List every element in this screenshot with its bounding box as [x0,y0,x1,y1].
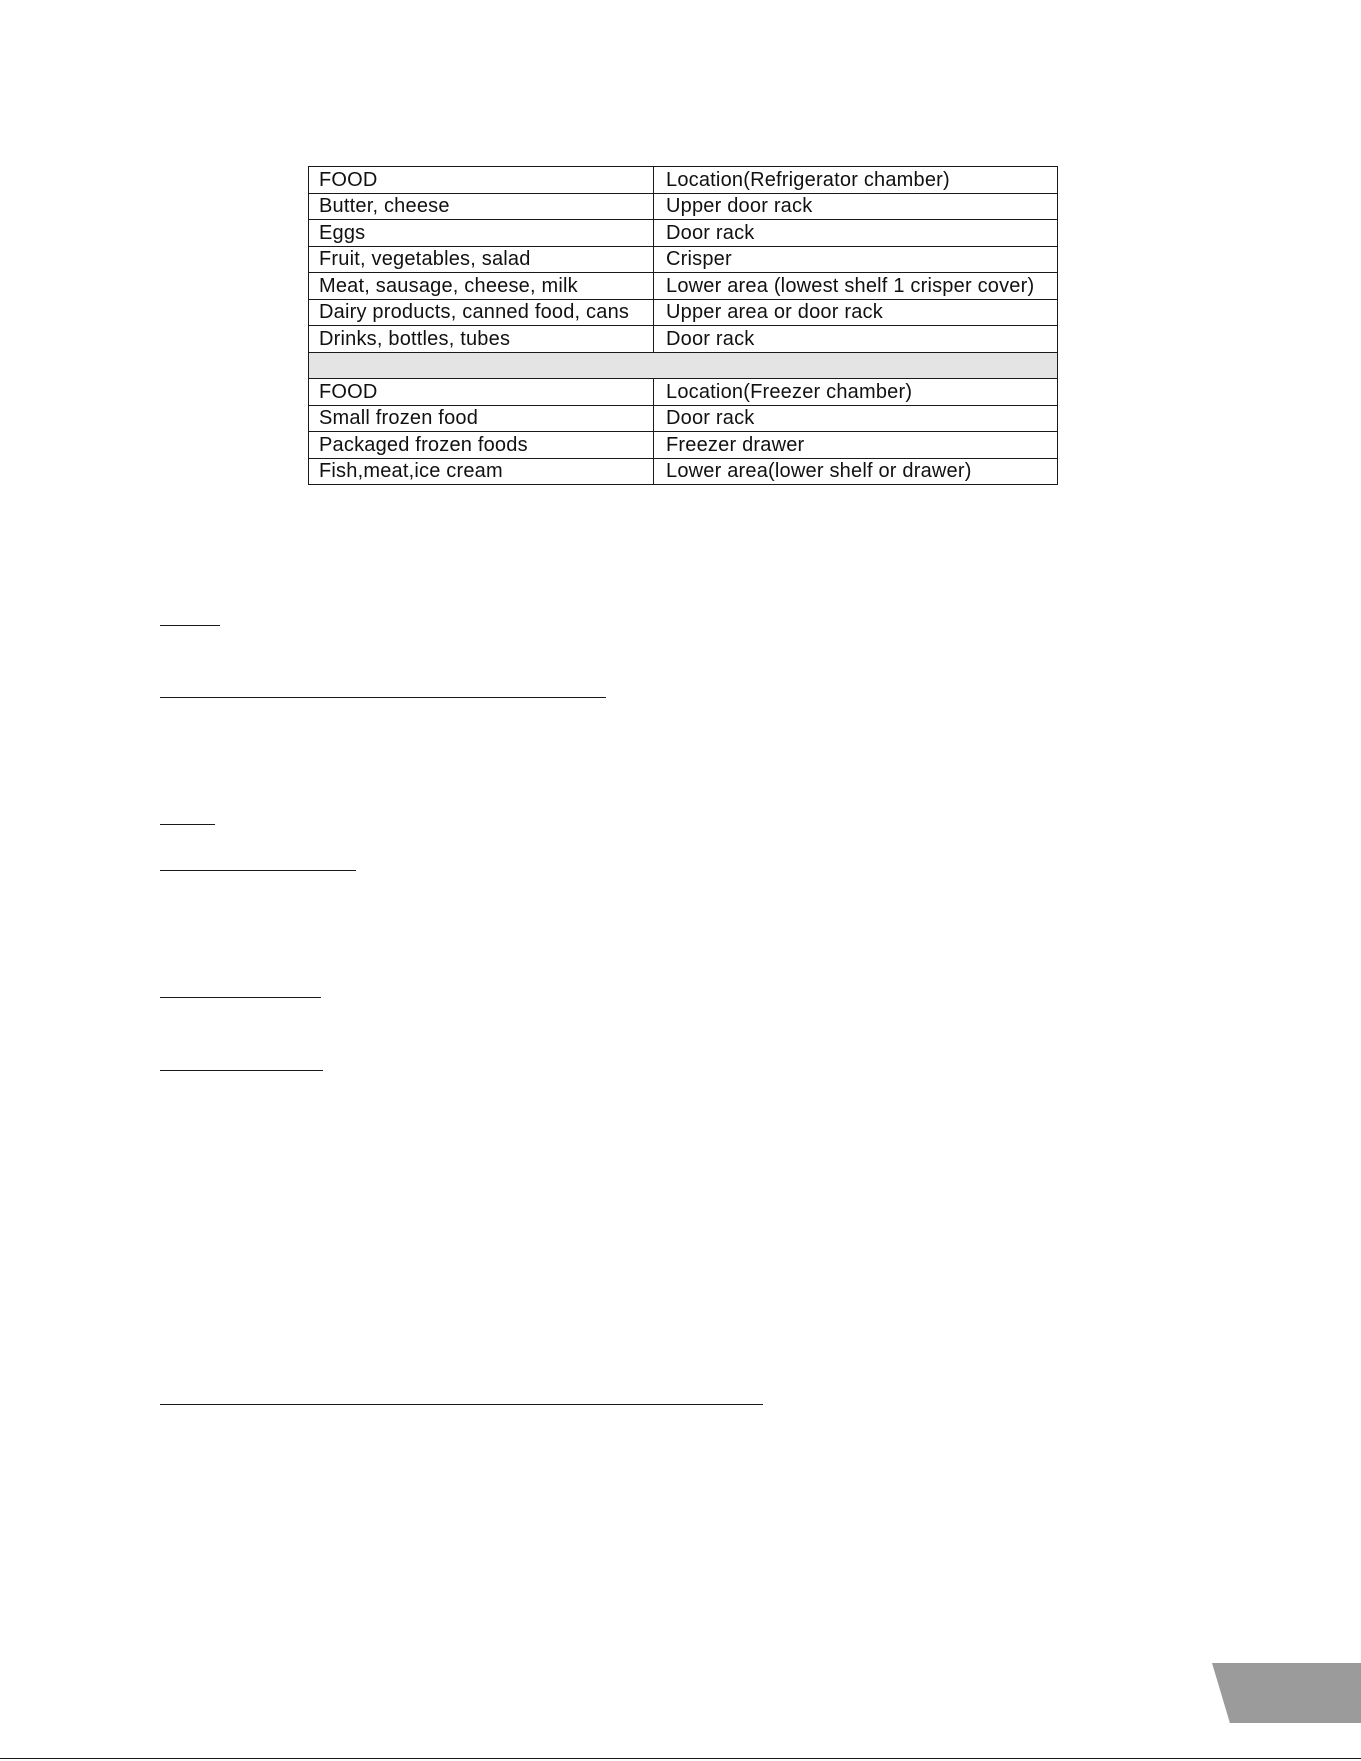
location-cell: Upper door rack [654,193,1058,220]
underline-rule [160,824,215,825]
food-cell: Drinks, bottles, tubes [309,326,654,353]
freezer-location-header: Location(Freezer chamber) [654,379,1058,406]
location-cell: Door rack [654,326,1058,353]
table-row [309,326,1058,353]
location-cell: Door rack [654,220,1058,247]
table-row [309,246,1058,273]
food-cell: Small frozen food [309,405,654,432]
location-cell: Lower area (lowest shelf 1 crisper cover) [654,273,1058,300]
underline-rule [160,625,220,626]
location-cell: Upper area or door rack [654,299,1058,326]
table-row [309,220,1058,247]
footer-rule [0,1758,1361,1759]
underline-rule [160,1070,323,1071]
table-row [309,405,1058,432]
food-cell: Eggs [309,220,654,247]
freezer-food-header: FOOD [309,379,654,406]
table-row [309,458,1058,485]
food-cell: Packaged frozen foods [309,432,654,459]
food-cell: Fruit, vegetables, salad [309,246,654,273]
freezer-header-row [309,379,1058,406]
food-cell: Fish,meat,ice cream [309,458,654,485]
location-cell: Freezer drawer [654,432,1058,459]
fridge-location-header: Location(Refrigerator chamber) [654,167,1058,194]
table-row [309,193,1058,220]
underline-rule [160,697,606,698]
table-row [309,299,1058,326]
food-cell: Meat, sausage, cheese, milk [309,273,654,300]
underline-rule [160,997,321,998]
location-cell: Door rack [654,405,1058,432]
food-cell: Dairy products, canned food, cans [309,299,654,326]
underline-rule [160,1404,763,1405]
location-cell: Lower area(lower shelf or drawer) [654,458,1058,485]
food-cell: Butter, cheese [309,193,654,220]
section-divider-row [309,352,1058,379]
food-storage-table [308,166,1058,485]
location-cell: Crisper [654,246,1058,273]
divider-cell [309,352,1058,379]
fridge-header-row [309,167,1058,194]
fridge-food-header: FOOD [309,167,654,194]
underline-rule [160,870,356,871]
page-number-tab [1212,1663,1361,1723]
table-row [309,273,1058,300]
table-row [309,432,1058,459]
